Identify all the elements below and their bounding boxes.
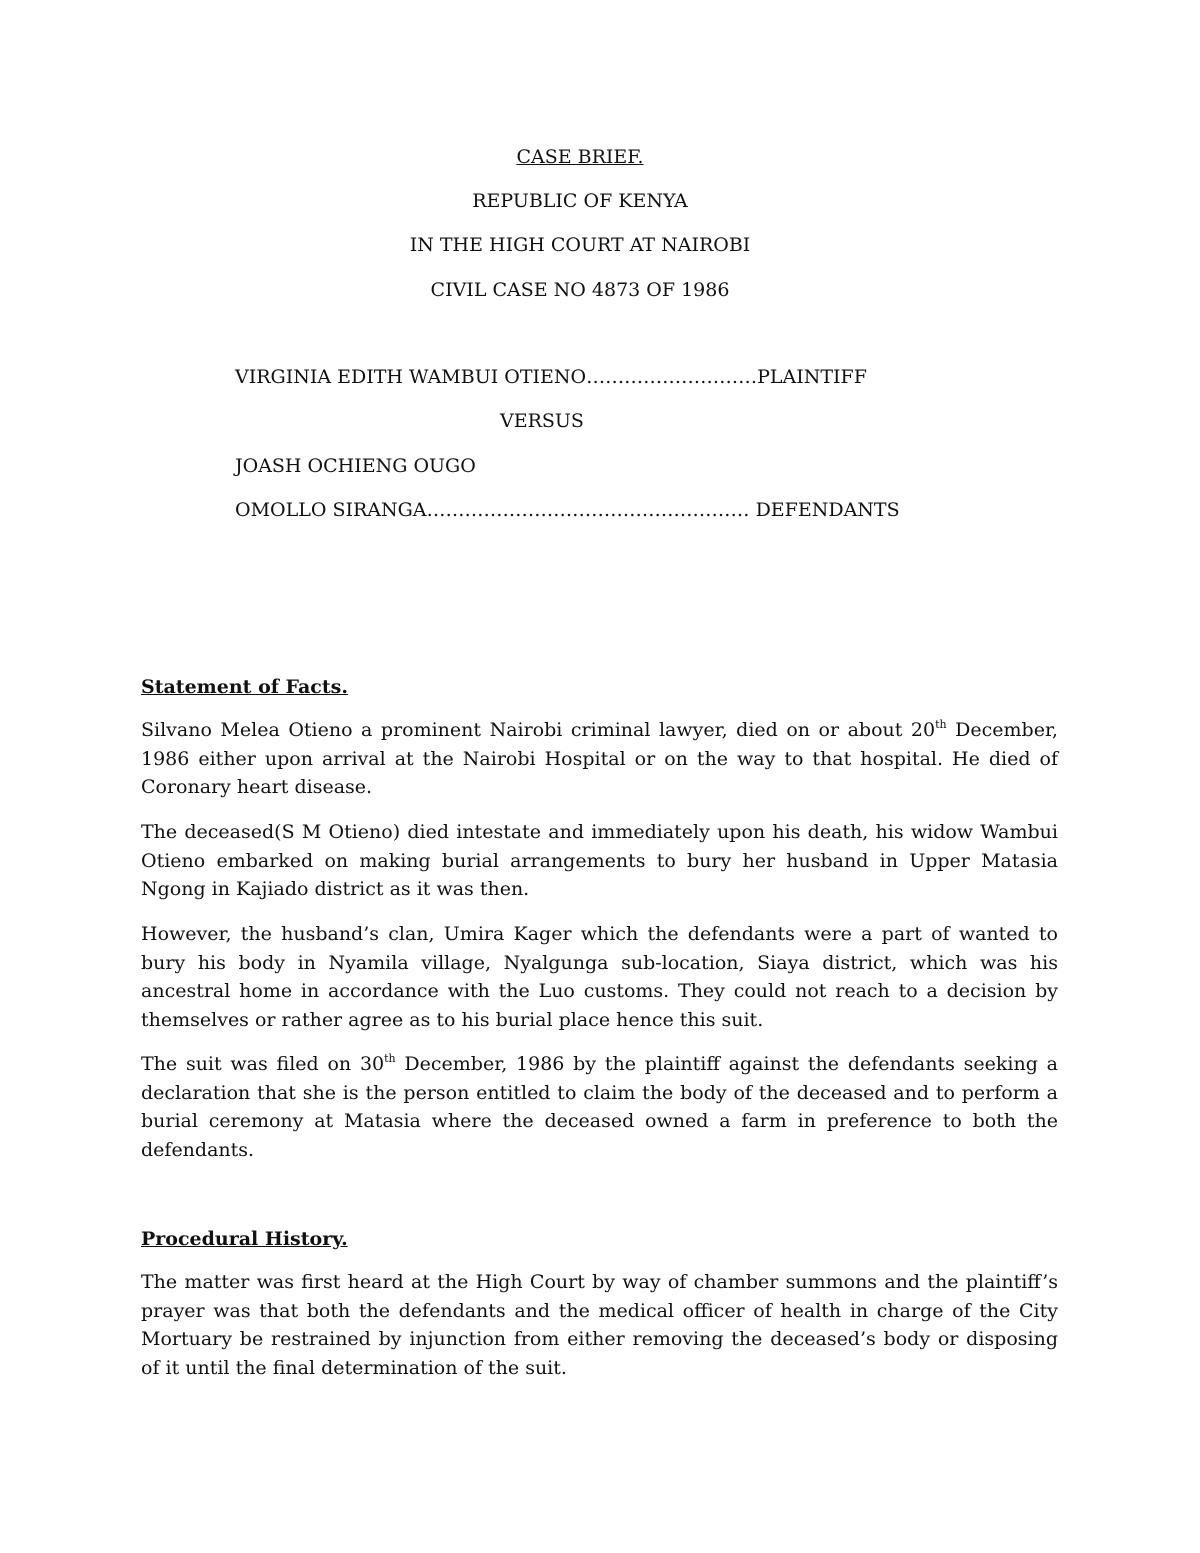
- plaintiff-line: VIRGINIA EDITH WAMBUI OTIENO………………………PLAINTIFF: [235, 366, 867, 388]
- case-number-line: CIVIL CASE NO 4873 OF 1986: [430, 279, 730, 301]
- facts-paragraph-4-part-1: The suit was filed on 30: [141, 1053, 385, 1075]
- facts-paragraph-1: [141, 716, 1058, 802]
- facts-paragraph-1-part-2: December, 1986 either upon arrival at the Nairobi Hospital or on the way to that hospital. He died of Coronary heart disease.: [141, 719, 1058, 798]
- statement-of-facts-heading: Statement of Facts.: [141, 676, 348, 698]
- ordinal-suffix: th: [935, 718, 947, 731]
- facts-paragraph-4-part-2: December, 1986 by the plaintiff against the defendants seeking a declaration that she is the person entitled to claim the body of the deceased and to perform a burial ceremony at Matasia where the deceased owned a farm in preference to both the defendants.: [141, 1053, 1058, 1161]
- procedural-paragraph-1: The matter was first heard at the High Court by way of chamber summons and the plaintiff’s prayer was that both the defendants and the medical officer of health in charge of the City Mortuary be restrained by injunction from either removing the deceased’s body or disposing of it until the final determination of the suit.: [141, 1271, 1058, 1379]
- versus-line: VERSUS: [500, 410, 584, 432]
- procedural-history-heading: Procedural History.: [141, 1228, 348, 1250]
- case-brief-title: CASE BRIEF.: [516, 146, 644, 168]
- facts-paragraph-2: The deceased(S M Otieno) died intestate and immediately upon his death, his widow Wambui Otieno embarked on making burial arrangements to bury her husband in Upper Matasia Ngong in Kajiado district as it was then.: [141, 821, 1058, 900]
- ordinal-suffix: th: [384, 1052, 396, 1065]
- court-line: IN THE HIGH COURT AT NAIROBI: [409, 234, 751, 256]
- facts-paragraph-4: [141, 1050, 1058, 1164]
- defendant-one-line: JOASH OCHIENG OUGO: [235, 455, 476, 477]
- defendant-two-line: OMOLLO SIRANGA…………………………………………… DEFENDANTS: [235, 499, 900, 521]
- republic-line: REPUBLIC OF KENYA: [472, 190, 688, 212]
- facts-paragraph-3: However, the husband’s clan, Umira Kager which the defendants were a part of wanted to bury his body in Nyamila village, Nyalgunga sub-location, Siaya district, which was his ancestral home in accordance with the Luo customs. They could not reach to a decision by themselves or rather agree as to his burial place hence this suit.: [141, 923, 1058, 1031]
- facts-paragraph-1-part-1: Silvano Melea Otieno a prominent Nairobi criminal lawyer, died on or about 20: [141, 719, 936, 741]
